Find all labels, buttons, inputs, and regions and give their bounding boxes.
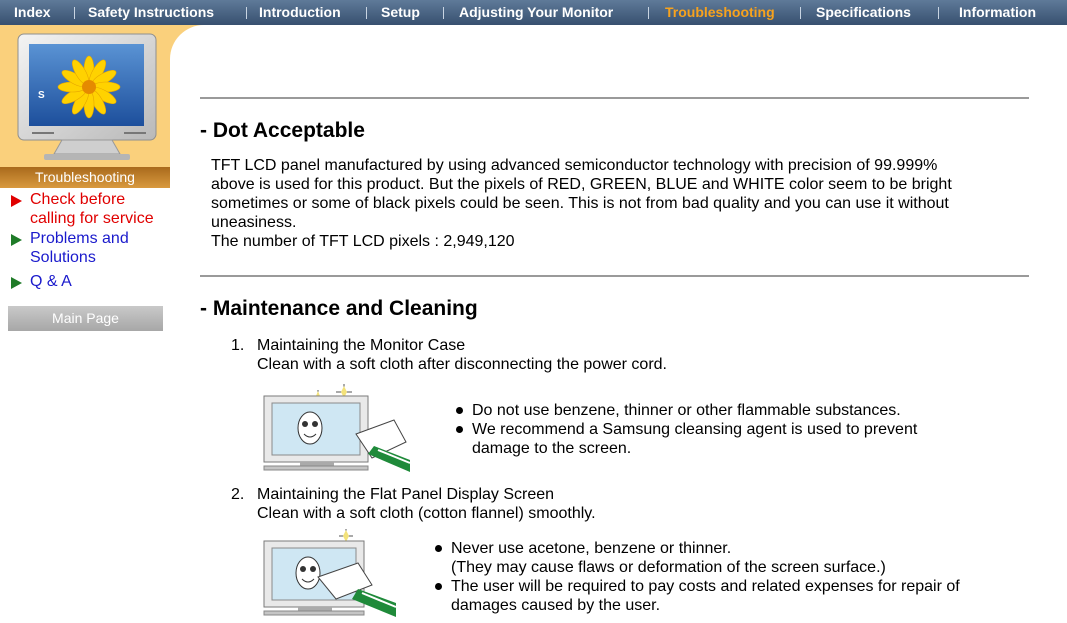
bullet-text: Never use acetone, benzene or thinner. [451, 540, 732, 557]
sidebar-link-label: calling for service [30, 210, 154, 227]
top-navigation-bar [0, 0, 1067, 25]
nav-information[interactable]: Information [959, 4, 1036, 20]
sidebar-curve [170, 25, 230, 167]
item-title: Maintaining the Flat Panel Display Screen [257, 486, 555, 503]
nav-setup[interactable]: Setup [381, 4, 420, 20]
nav-separator [938, 7, 939, 19]
paragraph-line: uneasiness. [211, 214, 297, 231]
bullet-dot-icon [456, 426, 463, 433]
nav-index[interactable]: Index [14, 4, 51, 20]
sidebar-link-label: Problems and [30, 230, 129, 247]
arrow-right-icon [11, 277, 22, 289]
arrow-right-icon [11, 195, 22, 207]
sidebar-link-label: Q & A [30, 273, 72, 290]
bullet-text: damages caused by the user. [451, 597, 661, 614]
paragraph-line: above is used for this product. But the pixels of RED, GREEN, BLUE and WHITE color seem to be bright [211, 176, 952, 193]
sidebar-link-label: Check before [30, 191, 126, 208]
bullet-text: damage to the screen. [472, 440, 632, 457]
item-title: Maintaining the Monitor Case [257, 337, 466, 354]
monitor-sunflower-icon [14, 32, 160, 164]
nav-separator [246, 7, 247, 19]
bullet-dot-icon [435, 583, 442, 590]
item-number: 2. [231, 486, 245, 503]
item-instruction: Clean with a soft cloth after disconnecting the power cord. [257, 356, 667, 373]
nav-separator [366, 7, 367, 19]
paragraph-line: sometimes or some of black pixels could be seen. This is not from bad quality and you can use it without [211, 195, 949, 212]
bullet-text: (They may cause flaws or deformation of the screen surface.) [451, 559, 886, 576]
bullet-dot-icon [435, 545, 442, 552]
nav-separator [74, 7, 75, 19]
item-number: 1. [231, 337, 245, 354]
nav-specifications[interactable]: Specifications [816, 4, 911, 20]
sidebar-section-title: Troubleshooting [0, 167, 170, 188]
monitor-cleaning-illustration [260, 380, 416, 474]
paragraph-line: TFT LCD panel manufactured by using advanced semiconductor technology with precision of 99.999% [211, 157, 938, 174]
svg-text:S: S [38, 90, 45, 101]
nav-separator [800, 7, 801, 19]
pixel-count-line: The number of TFT LCD pixels : 2,949,120 [211, 233, 515, 250]
screen-cleaning-illustration [260, 527, 400, 621]
nav-troubleshooting[interactable]: Troubleshooting [665, 4, 775, 20]
bullet-text: We recommend a Samsung cleansing agent is used to prevent [472, 421, 918, 438]
item-instruction: Clean with a soft cloth (cotton flannel) smoothly. [257, 505, 596, 522]
sidebar-link-label: Solutions [30, 249, 96, 266]
arrow-right-icon [11, 234, 22, 246]
dot-acceptable-paragraph [211, 156, 1029, 251]
nav-separator [443, 7, 444, 19]
section-divider [200, 275, 1029, 277]
maintenance-heading: - Maintenance and Cleaning [200, 297, 478, 320]
bullet-dot-icon [456, 407, 463, 414]
dot-acceptable-heading: - Dot Acceptable [200, 119, 365, 142]
nav-introduction[interactable]: Introduction [259, 4, 341, 20]
section-divider [200, 97, 1029, 99]
nav-separator [648, 7, 649, 19]
bullet-text: The user will be required to pay costs and related expenses for repair of [451, 578, 960, 595]
main-page-button[interactable]: Main Page [8, 306, 163, 331]
bullet-text: Do not use benzene, thinner or other flammable substances. [472, 402, 901, 419]
nav-adjusting-your-monitor[interactable]: Adjusting Your Monitor [459, 4, 614, 20]
nav-safety-instructions[interactable]: Safety Instructions [88, 4, 215, 20]
